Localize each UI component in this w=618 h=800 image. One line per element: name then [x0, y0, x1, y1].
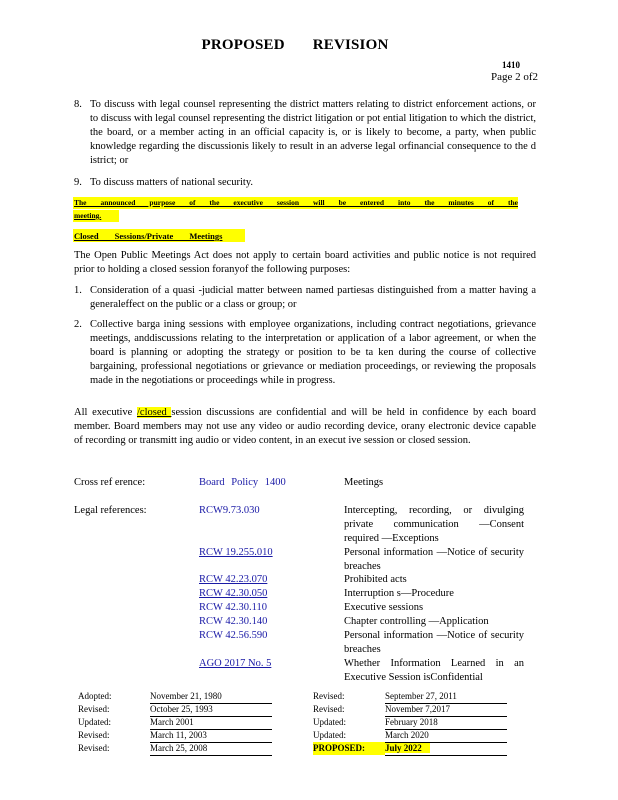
legal-reference-link[interactable]: RCW 42.23.070	[199, 574, 268, 585]
legal-reference-link[interactable]: RCW 42.30.110	[199, 602, 267, 613]
history-label: Revised:	[313, 704, 345, 714]
history-label: Updated:	[78, 717, 111, 727]
proposed-date	[385, 742, 507, 756]
intro-paragraph: The Open Public Meetings Act does not apply to certain board activities and public notice is not required prior to holding a closed session foranyof the following purposes:	[74, 250, 536, 275]
history-date: March 2001	[150, 716, 272, 730]
item-number: 9.	[74, 177, 82, 188]
cross-reference-link[interactable]: Board Policy 1400	[199, 477, 286, 488]
history-date: March 11, 2003	[150, 729, 272, 743]
list-item	[74, 98, 536, 170]
legal-reference-desc: Interruption s—Procedure	[344, 588, 454, 599]
history-label: Updated:	[313, 730, 346, 740]
page-number: Page 2 of2	[490, 71, 538, 83]
legal-reference-desc: Intercepting, recording, or divulging private communication —Consent required —Exceptions	[344, 505, 524, 544]
item-text: Consideration of a quasi -judicial matter between named partiesas distinguished from a matter having a generaleffect on the public or a class or group; or	[90, 285, 536, 310]
history-label: Adopted:	[78, 691, 112, 701]
highlighted-text: /closed	[137, 407, 172, 418]
proposed-date-text: July 2022	[385, 743, 430, 753]
legal-references-label: Legal references:	[74, 505, 147, 516]
legal-reference-link[interactable]: AGO 2017 No. 5	[199, 658, 272, 669]
legal-reference-link[interactable]: RCW9.73.030	[199, 505, 260, 516]
history-date: March 25, 2008	[150, 742, 272, 756]
para-text: session discussions are confidential and will be held in confidence by each board member. Board members may not use any video or audio recording device, orany electronic device capable of recording or transmitt ing audio or video content, in an execut ive session or closed session.	[74, 407, 536, 446]
history-date: November 21, 1980	[150, 690, 272, 704]
history-date: October 25, 1993	[150, 703, 272, 717]
history-right	[313, 690, 513, 760]
announced-purpose-line: The announced purpose of the executive session will be entered into the minutes of the	[74, 198, 518, 207]
legal-reference-desc: Prohibited acts	[344, 574, 407, 585]
para-text: All executive	[74, 407, 137, 418]
history-date: November 7,2017	[385, 703, 507, 717]
item-text: Collective barga ining sessions with employee organizations, including contract negotiations, grievance meetings, anddiscussions relating to the interpretation or application of a labor agreement, or when the board is planning or adopting the strategy or position to be ta ken during the course of collective bargaining, professional negotiations or grievance or mediation proceedings, or reviewing the proposals made in the negotiations or proceedings while in progress.	[90, 319, 536, 386]
list-item	[74, 284, 536, 312]
item-number: 1.	[74, 285, 82, 296]
legal-reference-desc: Chapter controlling —Application	[344, 616, 489, 627]
history-date: February 2018	[385, 716, 507, 730]
history-label: Revised:	[78, 730, 110, 740]
legal-reference-link[interactable]: RCW 42.30.050	[199, 588, 268, 599]
list-item	[74, 176, 536, 190]
legal-reference-link[interactable]: RCW 19.255.010	[199, 547, 273, 558]
history-label: Revised:	[313, 691, 345, 701]
item-text: To discuss with legal counsel representing the district matters relating to district enforcement actions, or to discuss with legal counsel representing the district litigation or pot ential litigation to which the district, the board, or a member acting in an official capacity is, or is likely to become, a party, when public knowledge regarding the discussionis likely to result in an adverse legal orfinancial consequence to the d istrict; or	[90, 99, 536, 166]
history-label: Updated:	[313, 717, 346, 727]
page-title: PROPOSED REVISION	[201, 37, 389, 53]
legal-reference-desc: Personal information —Notice of security breaches	[344, 547, 524, 572]
policy-number: 1410	[502, 60, 520, 70]
legal-reference-desc: Executive sessions	[344, 602, 424, 613]
item-number: 2.	[74, 319, 82, 330]
item-text: To discuss matters of national security.	[90, 177, 254, 188]
cross-reference-label: Cross ref erence:	[74, 477, 146, 488]
list-item	[74, 318, 536, 402]
history-label: Revised:	[78, 704, 110, 714]
item-number: 8.	[74, 99, 82, 110]
history-date: September 27, 2011	[385, 690, 507, 704]
announced-purpose-line2: meeting.	[74, 211, 102, 220]
legal-reference-link[interactable]: RCW 42.56.590	[199, 630, 268, 641]
history-left	[78, 690, 278, 760]
legal-reference-desc: Personal information —Notice of security breaches	[344, 630, 524, 655]
legal-reference-desc: Whether Information Learned in an Executive Session isConfidential	[344, 658, 524, 683]
section-heading: Closed Sessions/Private Meetings	[74, 231, 223, 241]
proposed-label: PROPOSED:	[313, 742, 385, 755]
legal-reference-link[interactable]: RCW 42.30.140	[199, 616, 268, 627]
cross-reference-desc: Meetings	[344, 477, 384, 488]
history-label: Revised:	[78, 743, 110, 753]
confidential-paragraph	[74, 406, 536, 448]
history-date: March 2020	[385, 729, 507, 743]
